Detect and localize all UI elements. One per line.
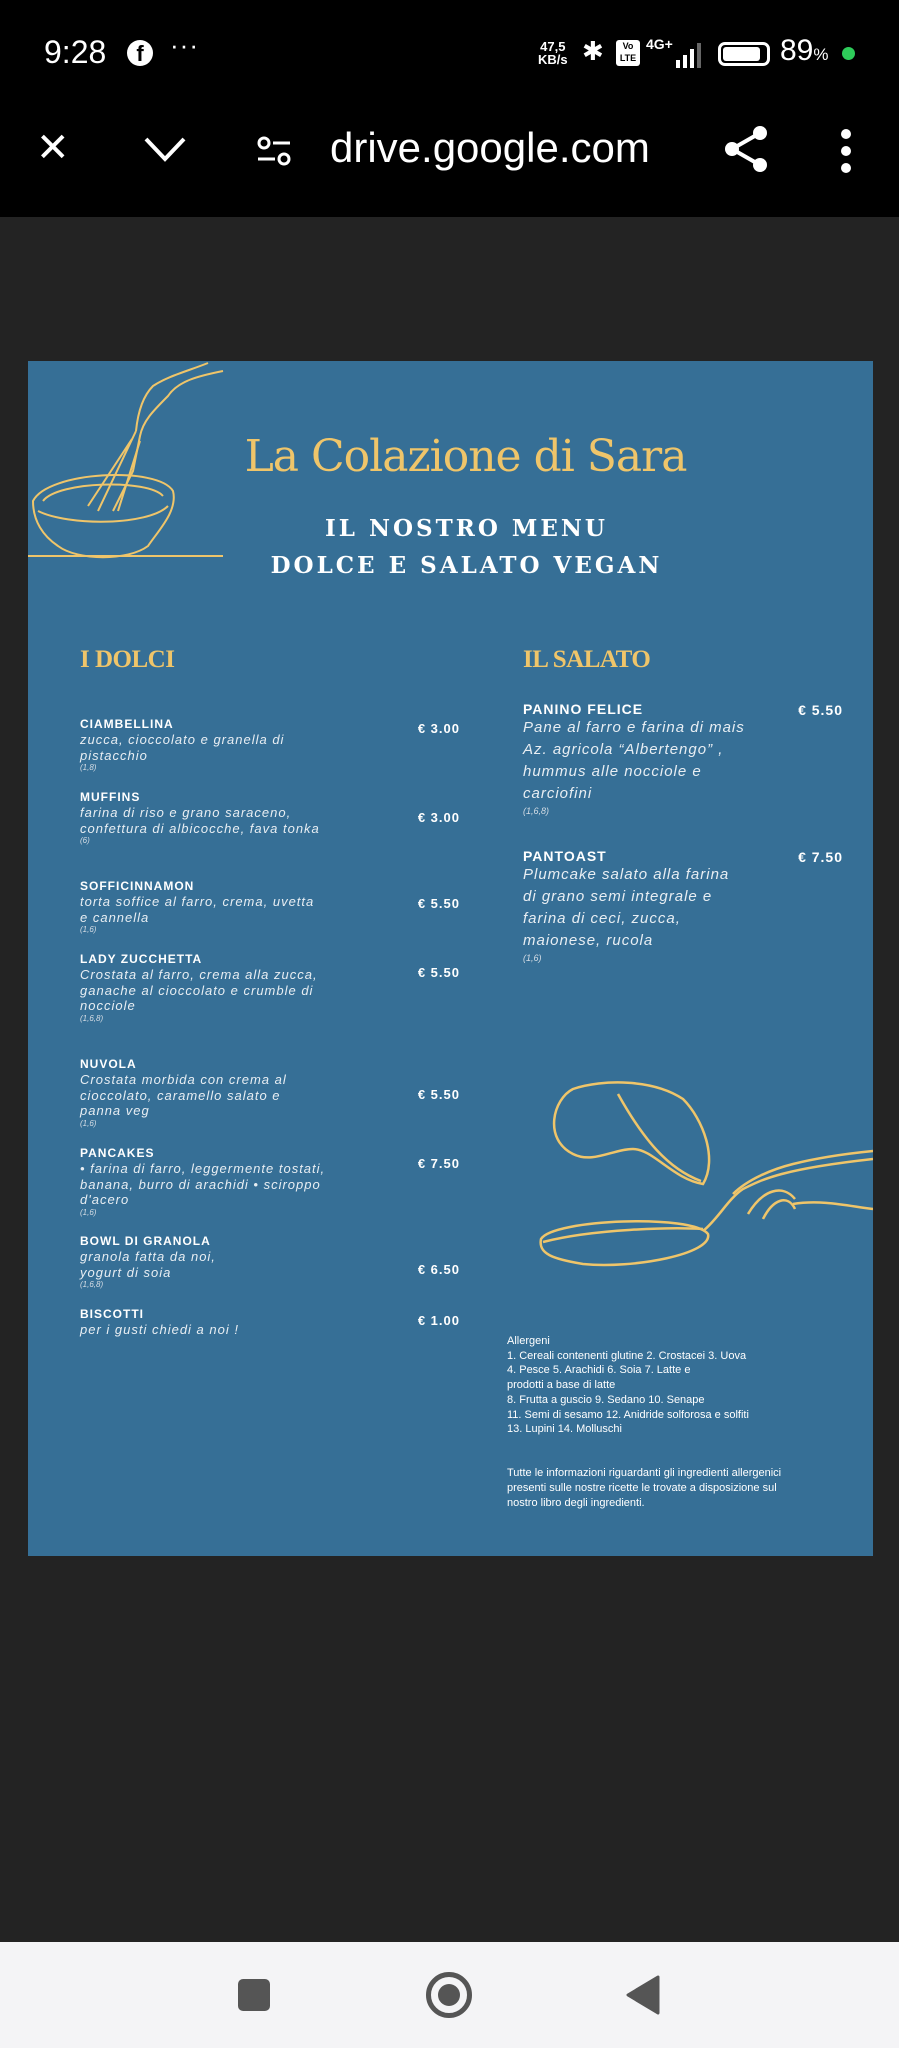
item-price: € 5.50 (417, 896, 460, 911)
item-price: € 7.50 (417, 1156, 460, 1171)
item-price: € 3.00 (417, 721, 460, 736)
speed-unit: KB/s (538, 52, 568, 67)
tune-icon[interactable] (256, 135, 292, 167)
chevron-down-icon[interactable] (143, 134, 187, 164)
battery-percent: 89% (780, 34, 829, 67)
item-allergens: (1,6) (80, 1207, 97, 1217)
url-text[interactable]: drive.google.com (330, 124, 650, 171)
allergens-line: 4. Pesce 5. Arachidi 6. Soia 7. Latte e (507, 1364, 691, 1377)
menu-document (28, 361, 873, 1556)
share-icon[interactable] (722, 124, 772, 174)
item-name: MUFFINS (80, 790, 141, 804)
menu-item (80, 1307, 460, 1338)
allergens-line: 13. Lupini 14. Molluschi (507, 1423, 622, 1436)
allergens-line: 11. Semi di sesamo 12. Anidride solforosa e solfiti (507, 1408, 749, 1421)
item-name: PANCAKES (80, 1146, 155, 1160)
menu-item (523, 849, 843, 964)
more-vert-icon[interactable] (836, 128, 856, 174)
menu-subtitle-1: IL NOSTRO MENU (325, 515, 608, 542)
item-description: zucca, cioccolato e granella di pistacchio (80, 732, 285, 763)
close-icon[interactable]: ✕ (36, 126, 70, 170)
item-name: NUVOLA (80, 1057, 137, 1071)
menu-title: La Colazione di Sara (244, 431, 687, 482)
item-name: LADY ZUCCHETTA (80, 952, 203, 966)
privacy-indicator-dot (842, 47, 855, 60)
menu-item (80, 1146, 460, 1218)
allergens-line: 8. Frutta a guscio 9. Sedano 10. Senape (507, 1393, 705, 1406)
item-price: € 6.50 (417, 1262, 460, 1277)
signal-icon (666, 40, 706, 68)
item-name: BOWL DI GRANOLA (80, 1234, 211, 1248)
menu-item (523, 702, 843, 817)
item-allergens: (1,6,8) (80, 1280, 104, 1289)
item-description: Crostata morbida con crema al cioccolato, caramello salato e panna veg (80, 1072, 287, 1118)
recents-square-icon[interactable] (238, 1979, 270, 2011)
item-description: Pane al farro e farina di mais Az. agricola “Albertengo” , hummus alle nocciole e carciofini (523, 719, 745, 802)
item-name: PANINO FELICE (523, 701, 644, 717)
menu-item (80, 790, 460, 846)
speed-value: 47,5 (540, 39, 566, 54)
item-price: € 5.50 (798, 702, 843, 718)
item-name: PANTOAST (523, 848, 607, 864)
status-time: 9:28 (44, 34, 107, 70)
item-price: € 1.00 (417, 1313, 460, 1328)
notification-overflow: ··· (170, 30, 199, 60)
facebook-icon: f (127, 40, 153, 66)
network-speed (538, 40, 568, 66)
item-price: € 3.00 (417, 810, 460, 825)
top-bar (0, 0, 899, 217)
allergens-note: Tutte le informazioni riguardanti gli ingredienti allergenici presenti sulle nostre ricette le trovate a disposizione sul nostro libro degli ingredienti. (507, 1467, 782, 1509)
menu-subtitle-2: DOLCE E SALATO VEGAN (270, 552, 663, 579)
item-allergens: (6) (80, 836, 90, 845)
item-allergens: (1,6,8) (523, 806, 550, 816)
battery-icon (718, 42, 770, 66)
allergens-legend (507, 1334, 807, 1437)
allergens-line: 1. Cereali contenenti glutine 2. Crostacei 3. Uova (507, 1349, 747, 1362)
item-name: BISCOTTI (80, 1307, 144, 1321)
item-price: € 5.50 (417, 1087, 460, 1102)
menu-item (80, 952, 460, 1024)
item-allergens: (1,6,8) (80, 1013, 104, 1023)
item-description: torta soffice al farro, crema, uvetta e cannella (80, 894, 315, 925)
item-allergens: (1,6) (80, 1118, 97, 1128)
item-name: SOFFICINNAMON (80, 879, 195, 893)
item-description: Crostata al farro, crema alla zucca, ganache al cioccolato e crumble di nocciole (80, 967, 318, 1013)
item-allergens: (1,6) (523, 953, 542, 963)
network-type: 4G+ (646, 36, 673, 52)
menu-item (80, 1234, 460, 1290)
salato-heading: IL SALATO (523, 646, 651, 673)
back-triangle-icon[interactable] (626, 1975, 660, 2015)
pancake-pan-illustration (533, 1059, 873, 1279)
item-price: € 5.50 (417, 965, 460, 980)
home-circle-icon[interactable] (426, 1972, 472, 2018)
item-price: € 7.50 (798, 849, 843, 865)
menu-item (80, 1057, 460, 1129)
item-description: Plumcake salato alla farina di grano semi integrale e farina di ceci, zucca, maionese, rucola (523, 866, 730, 949)
item-allergens: (1,8) (80, 763, 97, 772)
menu-item (80, 717, 460, 773)
item-description: granola fatta da noi, yogurt di soia (80, 1249, 216, 1280)
item-name: CIAMBELLINA (80, 717, 174, 731)
allergens-line: prodotti a base di latte (507, 1379, 616, 1392)
item-allergens: (1,6) (80, 925, 97, 934)
dolci-heading: I DOLCI (80, 646, 175, 673)
item-description: • farina di farro, leggermente tostati, banana, burro di arachidi • sciroppo d'acero (80, 1161, 326, 1207)
item-description: farina di riso e grano saraceno, confettura di albicocche, fava tonka (80, 805, 320, 836)
item-description: per i gusti chiedi a noi ! (80, 1322, 239, 1337)
volte-badge: Vo LTE (616, 40, 640, 66)
bluetooth-icon: ✱ (582, 36, 604, 66)
menu-item (80, 879, 460, 935)
allergens-title: Allergeni (507, 1335, 550, 1347)
